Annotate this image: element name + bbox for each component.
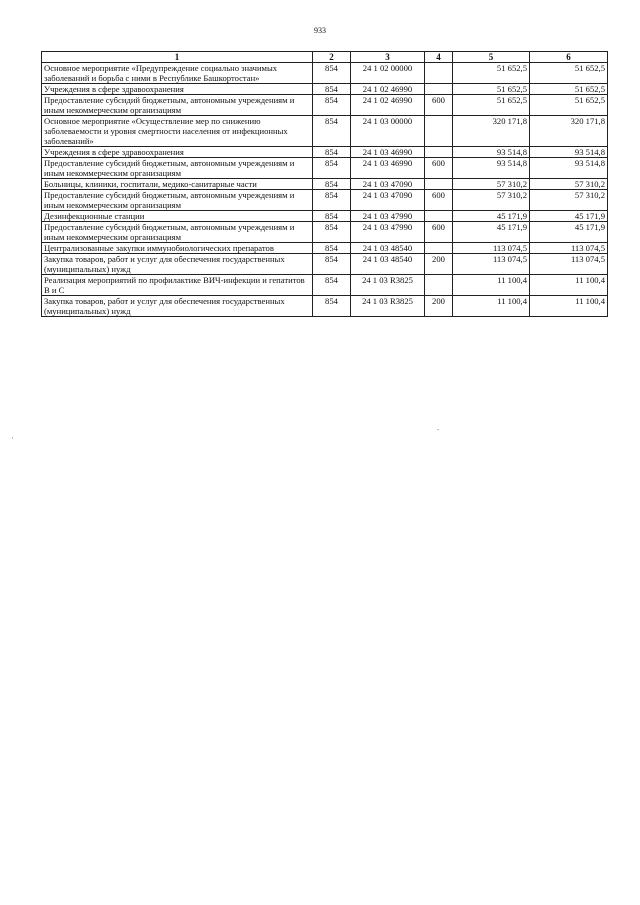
ministry-code-cell: 854	[313, 147, 351, 158]
column-header: 4	[425, 52, 453, 63]
target-article-cell: 24 1 03 47090	[351, 179, 425, 190]
ministry-code-cell: 854	[313, 95, 351, 116]
table-header-row	[42, 52, 608, 63]
amount-year2-cell: 57 310,2	[530, 190, 608, 211]
expense-type-cell: 600	[425, 158, 453, 179]
amount-year1-cell: 113 074,5	[453, 243, 530, 254]
target-article-cell: 24 1 02 46990	[351, 95, 425, 116]
table-row	[42, 95, 608, 116]
amount-year2-cell: 93 514,8	[530, 147, 608, 158]
ministry-code-cell: 854	[313, 222, 351, 243]
amount-year1-cell: 45 171,9	[453, 222, 530, 243]
row-name-cell: Дезинфекционные станции	[42, 211, 313, 222]
amount-year1-cell: 45 171,9	[453, 211, 530, 222]
ministry-code-cell: 854	[313, 158, 351, 179]
scan-mark	[12, 437, 13, 439]
row-name-cell: Основное мероприятие «Осуществление мер по снижению заболеваемости и уровня смертности населения от инфекционных заболеваний»	[42, 116, 313, 147]
table-row	[42, 158, 608, 179]
scan-mark	[437, 429, 439, 430]
ministry-code-cell: 854	[313, 254, 351, 275]
amount-year2-cell: 51 652,5	[530, 84, 608, 95]
ministry-code-cell: 854	[313, 179, 351, 190]
expense-type-cell	[425, 211, 453, 222]
amount-year1-cell: 51 652,5	[453, 84, 530, 95]
column-header: 2	[313, 52, 351, 63]
ministry-code-cell: 854	[313, 63, 351, 84]
amount-year2-cell: 11 100,4	[530, 275, 608, 296]
amount-year2-cell: 51 652,5	[530, 63, 608, 84]
ministry-code-cell: 854	[313, 275, 351, 296]
table-row	[42, 211, 608, 222]
amount-year2-cell: 320 171,8	[530, 116, 608, 147]
expense-type-cell: 600	[425, 95, 453, 116]
amount-year1-cell: 11 100,4	[453, 275, 530, 296]
amount-year1-cell: 57 310,2	[453, 190, 530, 211]
target-article-cell: 24 1 03 47090	[351, 190, 425, 211]
target-article-cell: 24 1 03 47990	[351, 211, 425, 222]
expense-type-cell	[425, 179, 453, 190]
table-row	[42, 222, 608, 243]
expense-type-cell	[425, 243, 453, 254]
target-article-cell: 24 1 03 00000	[351, 116, 425, 147]
expense-type-cell: 200	[425, 254, 453, 275]
expense-type-cell	[425, 116, 453, 147]
row-name-cell: Реализация мероприятий по профилактике ВИЧ-инфекции и гепатитов В и С	[42, 275, 313, 296]
expense-type-cell	[425, 84, 453, 95]
table-row	[42, 190, 608, 211]
target-article-cell: 24 1 03 R3825	[351, 296, 425, 317]
expense-type-cell	[425, 63, 453, 84]
row-name-cell: Учреждения в сфере здравоохранения	[42, 147, 313, 158]
target-article-cell: 24 1 02 46990	[351, 84, 425, 95]
column-header: 1	[42, 52, 313, 63]
ministry-code-cell: 854	[313, 190, 351, 211]
row-name-cell: Предоставление субсидий бюджетным, автономным учреждениям и иным некоммерческим организациям	[42, 190, 313, 211]
ministry-code-cell: 854	[313, 116, 351, 147]
column-header: 6	[530, 52, 608, 63]
table-row	[42, 275, 608, 296]
target-article-cell: 24 1 02 00000	[351, 63, 425, 84]
amount-year2-cell: 113 074,5	[530, 254, 608, 275]
table-row	[42, 84, 608, 95]
column-header: 5	[453, 52, 530, 63]
amount-year2-cell: 93 514,8	[530, 158, 608, 179]
row-name-cell: Учреждения в сфере здравоохранения	[42, 84, 313, 95]
amount-year1-cell: 93 514,8	[453, 147, 530, 158]
row-name-cell: Основное мероприятие «Предупреждение социально значимых заболеваний и борьба с ними в Республике Башкортостан»	[42, 63, 313, 84]
expense-type-cell: 600	[425, 222, 453, 243]
target-article-cell: 24 1 03 46990	[351, 158, 425, 179]
expense-type-cell: 600	[425, 190, 453, 211]
amount-year2-cell: 45 171,9	[530, 222, 608, 243]
table-row	[42, 254, 608, 275]
ministry-code-cell: 854	[313, 84, 351, 95]
amount-year1-cell: 113 074,5	[453, 254, 530, 275]
ministry-code-cell: 854	[313, 243, 351, 254]
target-article-cell: 24 1 03 48540	[351, 254, 425, 275]
target-article-cell: 24 1 03 R3825	[351, 275, 425, 296]
table-row	[42, 179, 608, 190]
table-row	[42, 147, 608, 158]
expense-type-cell	[425, 147, 453, 158]
column-header: 3	[351, 52, 425, 63]
row-name-cell: Предоставление субсидий бюджетным, автономным учреждениям и иным некоммерческим организациям	[42, 95, 313, 116]
row-name-cell: Больницы, клиники, госпитали, медико-санитарные части	[42, 179, 313, 190]
amount-year1-cell: 320 171,8	[453, 116, 530, 147]
expense-type-cell: 200	[425, 296, 453, 317]
amount-year2-cell: 51 652,5	[530, 95, 608, 116]
row-name-cell: Централизованные закупки иммунобиологических препаратов	[42, 243, 313, 254]
row-name-cell: Предоставление субсидий бюджетным, автономным учреждениям и иным некоммерческим организациям	[42, 222, 313, 243]
target-article-cell: 24 1 03 47990	[351, 222, 425, 243]
row-name-cell: Закупка товаров, работ и услуг для обеспечения государственных (муниципальных) нужд	[42, 254, 313, 275]
amount-year1-cell: 51 652,5	[453, 63, 530, 84]
amount-year1-cell: 51 652,5	[453, 95, 530, 116]
amount-year1-cell: 11 100,4	[453, 296, 530, 317]
amount-year2-cell: 113 074,5	[530, 243, 608, 254]
page-number: 933	[314, 26, 326, 35]
amount-year1-cell: 93 514,8	[453, 158, 530, 179]
row-name-cell: Предоставление субсидий бюджетным, автономным учреждениям и иным некоммерческим организациям	[42, 158, 313, 179]
row-name-cell: Закупка товаров, работ и услуг для обеспечения государственных (муниципальных) нужд	[42, 296, 313, 317]
table-row	[42, 63, 608, 84]
table-row	[42, 116, 608, 147]
amount-year2-cell: 11 100,4	[530, 296, 608, 317]
amount-year2-cell: 45 171,9	[530, 211, 608, 222]
amount-year2-cell: 57 310,2	[530, 179, 608, 190]
table-row	[42, 296, 608, 317]
budget-table	[41, 51, 608, 317]
ministry-code-cell: 854	[313, 296, 351, 317]
target-article-cell: 24 1 03 48540	[351, 243, 425, 254]
table-row	[42, 243, 608, 254]
target-article-cell: 24 1 03 46990	[351, 147, 425, 158]
expense-type-cell	[425, 275, 453, 296]
amount-year1-cell: 57 310,2	[453, 179, 530, 190]
ministry-code-cell: 854	[313, 211, 351, 222]
